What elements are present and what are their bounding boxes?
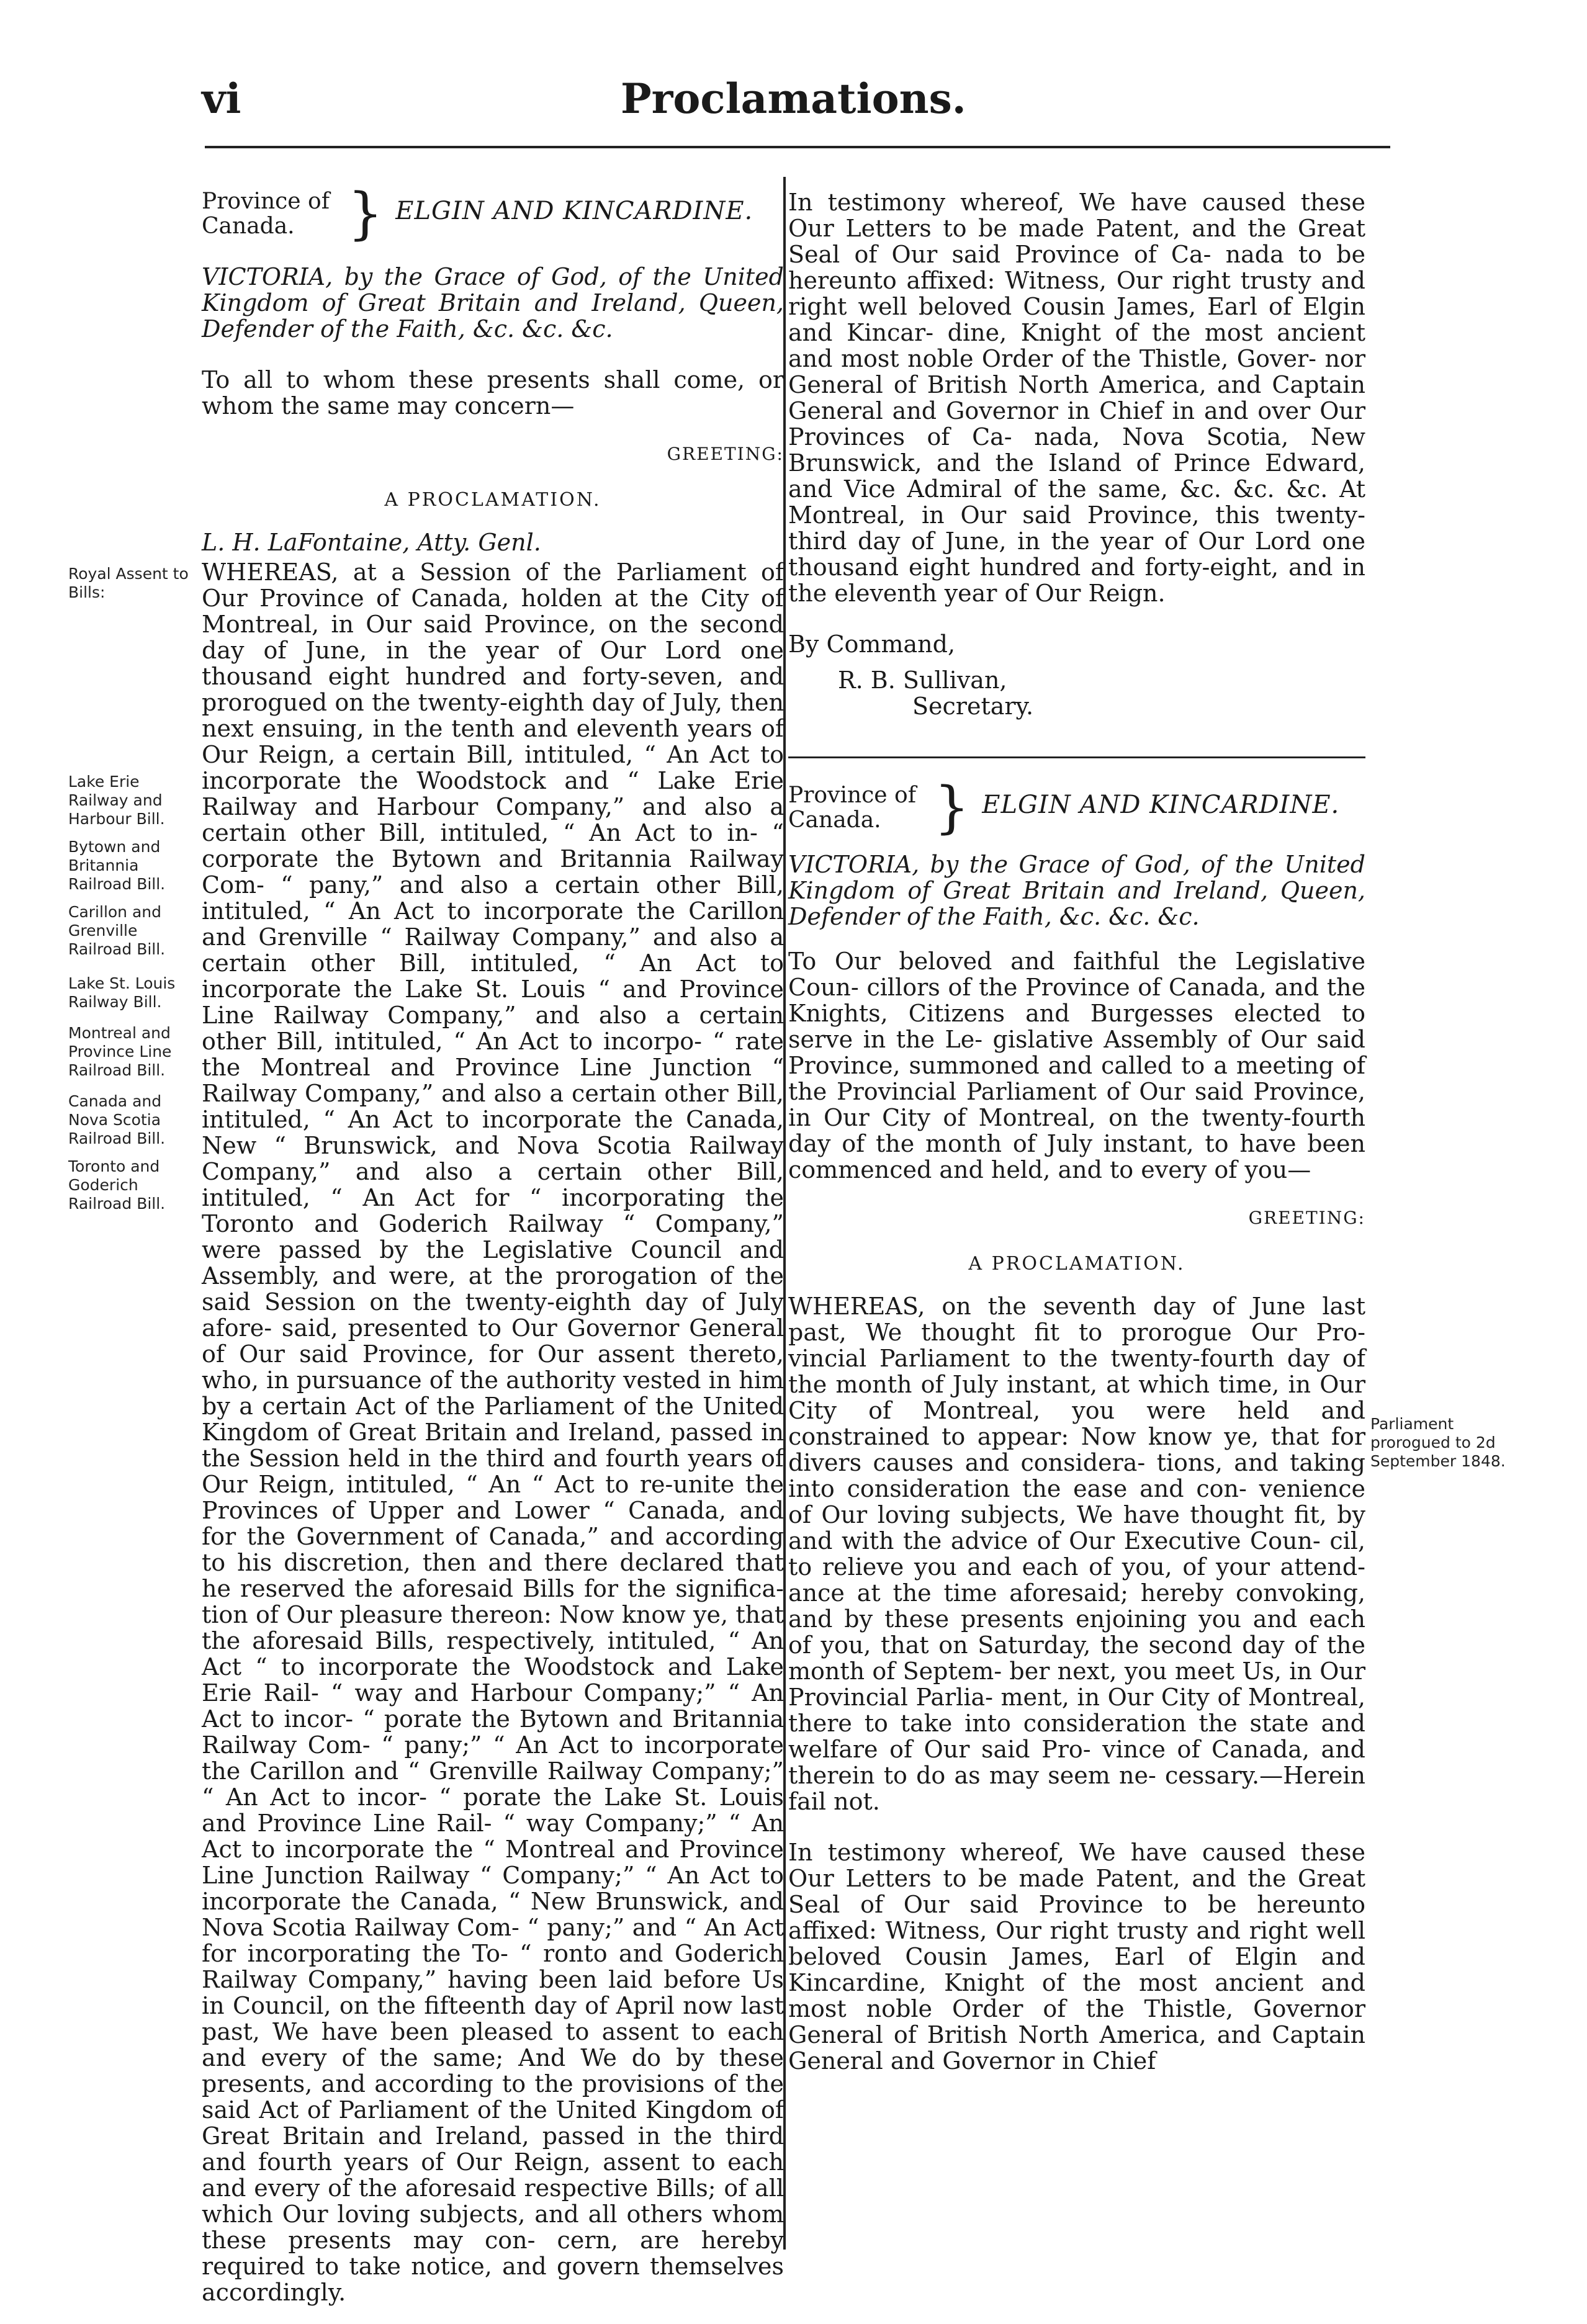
attorney-name: L. H. LaFontaine, Atty. Genl.	[202, 529, 541, 556]
signatory: R. B. Sullivan,	[838, 666, 1007, 694]
address-to-legislature: To Our beloved and faithful the Legislative Coun- cillors of the Province of Canada, and the Knights, Citizens and Burgesses elected to serve in the Le- gislative Assembly of Our said Province, summoned and called to a meeting of the Provincial Parliament of Our said Province, in Our City of Montreal, on the twenty-fourth day of the month of July instant, to have been commenced and held, and to every of you—	[788, 948, 1365, 1183]
by-command: By Command,	[788, 630, 956, 658]
signatory-title: Secretary.	[912, 693, 1034, 720]
margin-note-montreal: Montreal and Province Line Railroad Bill.	[68, 1024, 172, 1079]
greeting-2: GREETING:	[1248, 1208, 1365, 1228]
victoria-title-2: VICTORIA, by the Grace of God, of the United Kingdom of Great Britain and Ireland, Queen, Defender of the Faith, &c. &c. &c.	[788, 851, 1365, 930]
testimony-2: In testimony whereof, We have caused these Our Letters to be made Patent, and the Great Seal of Our said Province to be hereunto affixed: Witness, Our right trusty and right well beloved Cousin James, Earl of Elgin and Kincardine, Knight of the most ancient and most noble Order of the Thistle, Governor General of British North America, and Captain General and Governor in Chief	[788, 1839, 1365, 2075]
province-header-right	[788, 775, 1365, 840]
sovereign-names: ELGIN AND KINCARDINE.	[395, 197, 753, 225]
margin-note-toronto: Toronto and Goderich Railroad Bill.	[68, 1157, 166, 1213]
header-rule	[205, 146, 1390, 148]
page-number: vi	[202, 74, 241, 123]
victoria-title: VICTORIA, by the Grace of God, of the United Kingdom of Great Britain and Ireland, Queen, Defender of the Faith, &c. &c. &c.	[202, 263, 784, 343]
right-column	[788, 177, 1365, 2243]
margin-note-canada-nova-scotia: Canada and Nova Scotia Railroad Bill.	[68, 1092, 166, 1147]
province-label-2: Province of Canada.	[788, 783, 917, 833]
left-column	[202, 177, 784, 2306]
testimony-1: In testimony whereof, We have caused these Our Letters to be made Patent, and the Great Seal of Our said Province of Ca- nada to be hereunto affixed: Witness, Our right trusty and right well beloved Cousin James, Earl of Elgin and Kincar- dine, Knight of the most ancient and most noble Order of the Thistle, Gover- nor General of British North America, and Captain General and Governor in Chief in and over Our Provinces of Ca- nada, Nova Scotia, New Brunswick, and the Island of Prince Edward, and Vice Admiral of the same, &c. &c. &c. At Montreal, in Our said Province, this twenty-third day of June, in the year of Our Lord one thousand eight hundred and forty-eight, and in the eleventh year of Our Reign.	[788, 189, 1365, 607]
sovereign-names-2: ELGIN AND KINCARDINE.	[982, 791, 1340, 819]
page-title: Proclamations.	[621, 74, 966, 123]
brace-icon: }	[348, 181, 384, 246]
province-header-left	[202, 181, 784, 246]
to-all-address: To all to whom these presents shall come, or whom the same may concern—	[202, 366, 784, 419]
margin-note-parliament-prorogued: Parliament prorogued to 2d September 1848.	[1370, 1415, 1506, 1470]
greeting: GREETING:	[667, 444, 784, 464]
proclamation-title-2: A PROCLAMATION.	[968, 1253, 1185, 1275]
province-label: Province of Canada.	[202, 189, 330, 239]
margin-note-royal-assent: Royal Assent to Bills:	[68, 565, 189, 601]
margin-note-lake-erie: Lake Erie Railway and Harbour Bill.	[68, 773, 165, 828]
whereas-prorogation: WHEREAS, on the seventh day of June last past, We thought fit to prorogue Our Pro- vincial Parliament to the twenty-fourth day of the month of July instant, at which time, in Our City of Montreal, you were held and constrained to appear: Now know ye, that for divers causes and considera- tions, and taking into consideration the ease and con- venience of Our loving subjects, We have thought fit, by and with the advice of Our Executive Coun- cil, to relieve you and each of you, of your attend- ance at the time aforesaid; hereby convoking, and by these presents enjoining you and each of you, that on Saturday, the second day of the month of Septem- ber next, you meet Us, in Our Provincial Parlia- ment, in Our City of Montreal, there to take into consideration the state and welfare of Our said Pro- vince of Canada, and therein to do as may seem ne- cessary.—Herein fail not.	[788, 1293, 1365, 1815]
margin-note-bytown: Bytown and Britannia Railroad Bill.	[68, 838, 166, 893]
section-separator	[788, 756, 1365, 758]
proclamation-title: A PROCLAMATION.	[384, 489, 601, 511]
brace-icon: }	[934, 775, 970, 840]
margin-note-carillon: Carillon and Grenville Railroad Bill.	[68, 903, 166, 958]
margin-note-lake-st-louis: Lake St. Louis Railway Bill.	[68, 974, 176, 1011]
whereas-body: WHEREAS, at a Session of the Parliament of Our Province of Canada, holden at the City of Montreal, in Our said Province, on the second day of June, in the year of Our Lord one thousand eight hundred and forty-seven, and prorogued on the twenty-eighth day of July, then next ensuing, in the tenth and eleventh years of Our Reign, a certain Bill, intituled, “ An Act to incorporate the Woodstock and “ Lake Erie Railway and Harbour Company,” and also a certain other Bill, intituled, “ An Act to in- “ corporate the Bytown and Britannia Railway Com- “ pany,” and also a certain other Bill, intituled, “ An Act to incorporate the Carillon and Grenville “ Railway Company,” and also a certain other Bill, intituled, “ An Act to incorporate the Lake St. Louis “ and Province Line Railway Company,” and also a certain other Bill, intituled, “ An Act to incorpo- “ rate the Montreal and Province Line Junction “ Railway Company,” and also a certain other Bill, intituled, “ An Act to incorporate the Canada, New “ Brunswick, and Nova Scotia Railway Company,” and also a certain other Bill, intituled, “ An Act for “ incorporating the Toronto and Goderich Railway “ Company,” were passed by the Legislative Council and Assembly, and were, at the prorogation of the said Session on the twenty-eighth day of July afore- said, presented to Our Governor General of Our said Province, for Our assent thereto, who, in pursuance of the authority vested in him by a certain Act of the Parliament of the United Kingdom of Great Britain and Ireland, passed in the Session held in the third and fourth years of Our Reign, intituled, “ An “ Act to re-unite the Provinces of Upper and Lower “ Canada, and for the Government of Canada,” and according to his discretion, then and there declared that he reserved the aforesaid Bills for the significa- tion of Our pleasure thereon: Now know ye, that the aforesaid Bills, respectively, intituled, “ An Act “ to incorporate the Woodstock and Lake Erie Rail- “ way and Harbour Company;” “ An Act to incor- “ porate the Bytown and Britannia Railway Com- “ pany;” “ An Act to incorporate the Carillon and “ Grenville Railway Company;” “ An Act to incor- “ porate the Lake St. Louis and Province Line Rail- “ way Company;” “ An Act to incorporate the “ Montreal and Province Line Junction Railway “ Company;” “ An Act to incorporate the Canada, “ New Brunswick, and Nova Scotia Railway Com- “ pany;” and “ An Act for incorporating the To- “ ronto and Goderich Railway Company,” having been laid before Us in Council, on the fifteenth day of April now last past, We have been pleased to assent to each and every of the same; And We do by these presents, and according to the provisions of the said Act of Parliament of the United Kingdom of Great Britain and Ireland, passed in the third and fourth years of Our Reign, assent to each and every of the aforesaid respective Bills; of all which Our loving subjects, and all others whom these presents may con- cern, are hereby required to take notice, and govern themselves accordingly.	[202, 559, 784, 2306]
right-margin-notes	[1370, 0, 1507, 2324]
left-margin-notes	[68, 0, 192, 2324]
